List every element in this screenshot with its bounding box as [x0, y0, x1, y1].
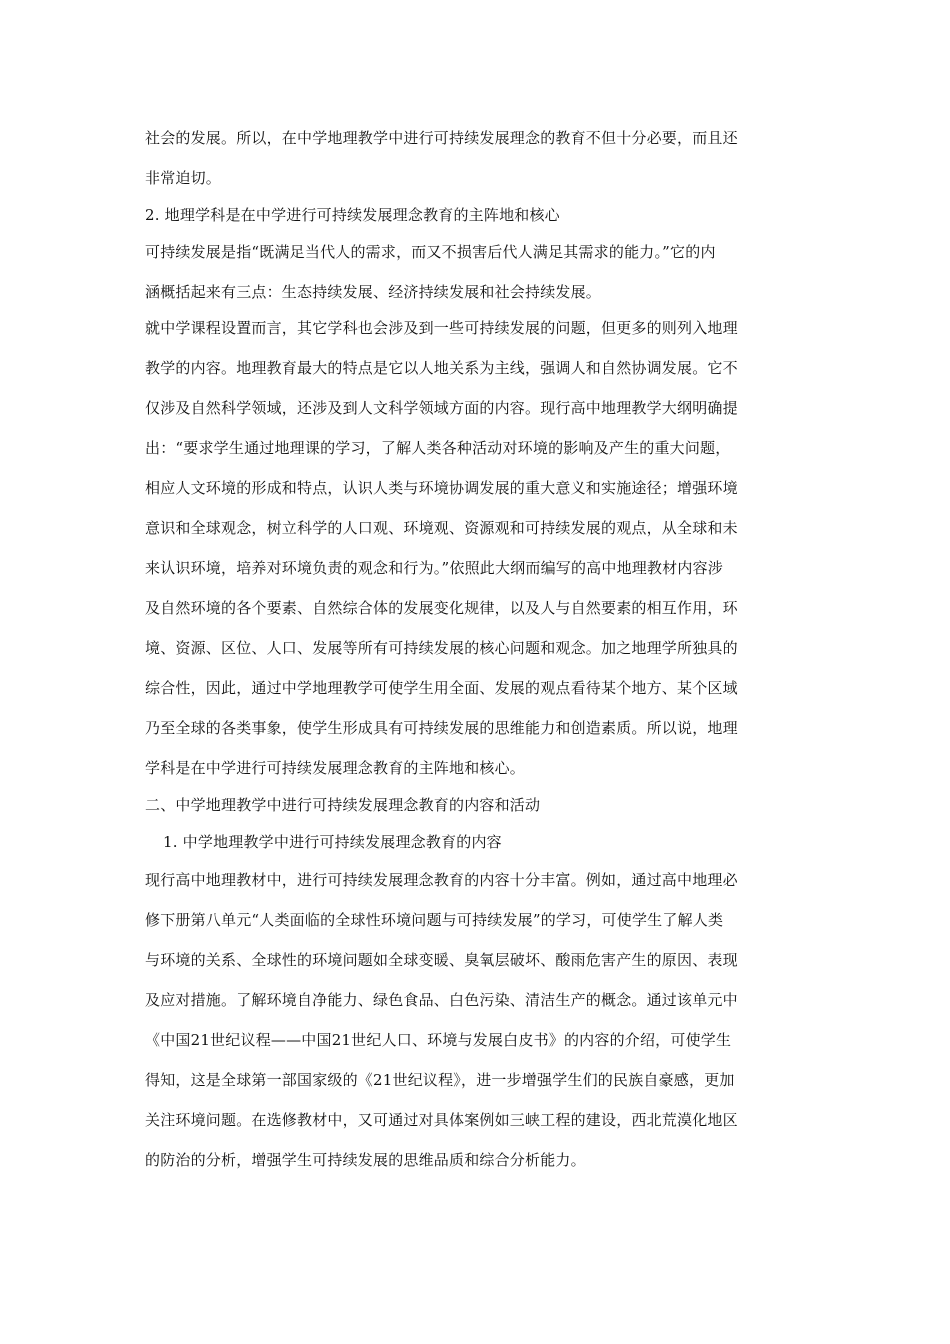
paragraph-line: 现行高中地理教材中，进行可持续发展理念教育的内容十分丰富。例如，通过高中地理必 [145, 871, 738, 889]
paragraph-line: 出：“要求学生通过地理课的学习，了解人类各种活动对环境的影响及产生的重大问题， [145, 439, 731, 457]
section-heading: 2. 地理学科是在中学进行可持续发展理念教育的主阵地和核心 [145, 206, 560, 224]
paragraph-line: 乃至全球的各类事象，使学生形成具有可持续发展的思维能力和创造素质。所以说，地理 [145, 719, 738, 737]
paragraph-line: 的防治的分析，增强学生可持续发展的思维品质和综合分析能力。 [145, 1151, 586, 1169]
paragraph-line: 及应对措施。了解环境自净能力、绿色食品、白色污染、清洁生产的概念。通过该单元中 [145, 991, 738, 1009]
paragraph-line: 社会的发展。所以，在中学地理教学中进行可持续发展理念的教育不但十分必要，而且还 [145, 129, 738, 147]
section-heading: 二、中学地理教学中进行可持续发展理念教育的内容和活动 [145, 796, 541, 814]
paragraph-line: 仅涉及自然科学领域，还涉及到人文科学领域方面的内容。现行高中地理教学大纲明确提 [145, 399, 738, 417]
paragraph-line: 境、资源、区位、人口、发展等所有可持续发展的核心问题和观念。加之地理学所独具的 [145, 639, 738, 657]
paragraph-line: 及自然环境的各个要素、自然综合体的发展变化规律，以及人与自然要素的相互作用，环 [145, 599, 738, 617]
paragraph-line: 得知，这是全球第一部国家级的《21世纪议程》，进一步增强学生们的民族自豪感，更加 [145, 1071, 735, 1089]
paragraph-line: 就中学课程设置而言，其它学科也会涉及到一些可持续发展的问题，但更多的则列入地理 [145, 319, 738, 337]
paragraph-line: 可持续发展是指“既满足当代人的需求，而又不损害后代人满足其需求的能力。”它的内 [145, 243, 716, 261]
paragraph-line: 《中国21世纪议程——中国21世纪人口、环境与发展白皮书》的内容的介绍，可使学生 [145, 1031, 732, 1049]
paragraph-line: 与环境的关系、全球性的环境问题如全球变暖、臭氧层破坏、酸雨危害产生的原因、表现 [145, 951, 738, 969]
paragraph-line: 来认识环境，培养对环境负责的观念和行为。”依照此大纲而编写的高中地理教材内容涉 [145, 559, 723, 577]
paragraph-line: 涵概括起来有三点：生态持续发展、经济持续发展和社会持续发展。 [145, 283, 602, 301]
paragraph-line: 修下册第八单元“人类面临的全球性环境问题与可持续发展”的学习，可使学生了解人类 [145, 911, 724, 929]
paragraph-line: 非常迫切。 [145, 169, 222, 187]
subsection-heading: 1. 中学地理教学中进行可持续发展理念教育的内容 [163, 833, 502, 851]
paragraph-line: 意识和全球观念，树立科学的人口观、环境观、资源观和可持续发展的观点，从全球和未 [145, 519, 738, 537]
paragraph-line: 学科是在中学进行可持续发展理念教育的主阵地和核心。 [145, 759, 526, 777]
paragraph-line: 教学的内容。地理教育最大的特点是它以人地关系为主线，强调人和自然协调发展。它不 [145, 359, 738, 377]
paragraph-line: 关注环境问题。在选修教材中，又可通过对具体案例如三峡工程的建设，西北荒漠化地区 [145, 1111, 738, 1129]
paragraph-line: 相应人文环境的形成和特点，认识人类与环境协调发展的重大意义和实施途径；增强环境 [145, 479, 738, 497]
paragraph-line: 综合性，因此，通过中学地理教学可使学生用全面、发展的观点看待某个地方、某个区域 [145, 679, 738, 697]
